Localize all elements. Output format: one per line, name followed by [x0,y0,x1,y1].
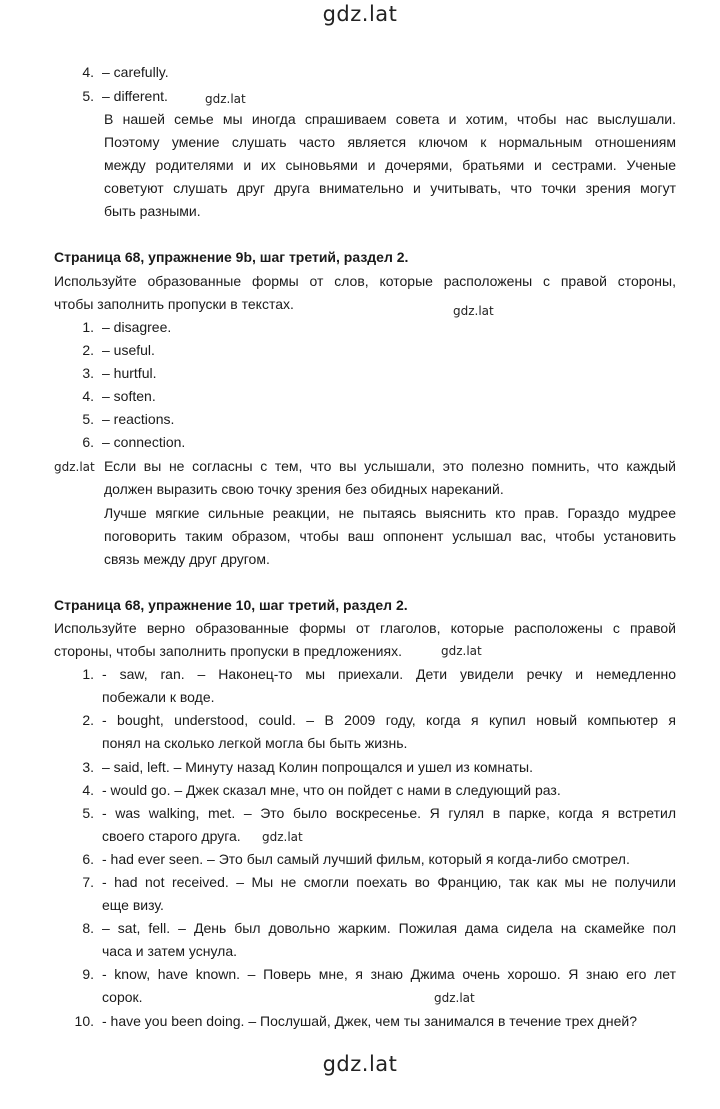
paragraph-line: связь между друг другом. [104,551,270,567]
list-item-text: – sat, fell. – День был довольно жарким. Пожилая дама сидела на скамейке пол [102,920,676,936]
list-item-text: - bought, understood, could. – В 2009 году, когда я купил новый компьютер я [102,712,676,728]
list-item-text: – said, left. – Минуту назад Колин попрощался и ушел из комнаты. [102,759,533,775]
list-item-text: сорок. [102,989,143,1005]
instruction-line: чтобы заполнить пропуски в текстах. [54,296,294,312]
paragraph-line: быть разными. [104,203,201,219]
list-item-text: - had ever seen. – Это был самый лучший фильм, который я когда-либо смотрел. [102,851,630,867]
list-item-text: – disagree. [102,319,172,335]
list-item-text: часа и затем уснула. [102,943,238,959]
watermark-inline: gdz.lat [54,460,95,474]
paragraph-line: между родителями и их сыновьями и дочерями, братьями и сестрами. Ученые [104,157,676,173]
paragraph-line: советуют слушать друг друга внимательно и учитывать, что точки зрения могут [104,180,676,196]
list-item-text: своего старого друга. [102,828,241,844]
instruction-line: стороны, чтобы заполнить пропуски в предложениях. [54,643,402,659]
section-heading: Страница 68, упражнение 9b, шаг третий, раздел 2. [54,249,409,265]
list-item-number: 5. [82,411,94,427]
instruction-line: Используйте образованные формы от слов, которые расположены с правой стороны, [54,273,676,289]
list-item-number: 7. [82,874,94,890]
list-item-number: 3. [82,759,94,775]
list-item-number: 6. [82,434,94,450]
list-item-number: 9. [82,966,94,982]
watermark-inline: gdz.lat [453,304,494,318]
list-item-text: - know, have known. – Поверь мне, я знаю Джима очень хорошо. Я знаю его лет [102,966,676,982]
watermark-inline: gdz.lat [205,92,246,106]
instruction-line: Используйте верно образованные формы от глаголов, которые расположены с правой [54,620,676,636]
list-item-text: – hurtful. [102,365,157,381]
paragraph-line: должен выразить свою точку зрения без обидных нареканий. [104,481,504,497]
watermark-inline: gdz.lat [262,830,303,844]
list-item-number: 10. [74,1013,94,1029]
paragraph-line: В нашей семье мы иногда спрашиваем совета и хотим, чтобы нас выслушали. [104,111,676,127]
paragraph-line: поговорить таким образом, чтобы ваш оппонент услышал вас, чтобы установить [104,528,676,544]
list-item-text: - saw, ran. – Наконец-то мы приехали. Дети увидели речку и немедленно [102,666,676,682]
watermark-top: gdz.lat [322,2,398,26]
list-item-text: – soften. [102,388,156,404]
list-item-text: - had not received. – Мы не смогли поехать во Францию, так как мы не получили [102,874,676,890]
watermark-inline: gdz.lat [441,644,482,658]
list-item-number: 3. [82,365,94,381]
list-item-number: 2. [82,712,94,728]
list-item-text: - would go. – Джек сказал мне, что он пойдет с нами в следующий раз. [102,782,561,798]
list-item-number: 5. [82,805,94,821]
list-item-number: 8. [82,920,94,936]
list-item-text: – different. [102,88,168,104]
list-item-number: 5. [82,88,94,104]
list-item-number: 4. [82,782,94,798]
list-item-text: понял на сколько легкой могла бы быть жизнь. [102,735,408,751]
paragraph-line: Если вы не согласны с тем, что вы услышали, это полезно помнить, что каждый [104,458,676,474]
watermark-inline: gdz.lat [434,991,475,1005]
list-item-number: 4. [82,388,94,404]
list-item-number: 1. [82,666,94,682]
list-item-text: – connection. [102,434,186,450]
section-heading: Страница 68, упражнение 10, шаг третий, раздел 2. [54,597,408,613]
list-item-text: – carefully. [102,64,169,80]
list-item-text: побежали к воде. [102,689,215,705]
paragraph-line: Поэтому умение слушать часто является ключом к нормальным отношениям [104,134,676,150]
list-item-text: - was walking, met. – Это было воскресенье. Я гулял в парке, когда я встретил [102,805,676,821]
list-item-number: 6. [82,851,94,867]
watermark-bottom: gdz.lat [322,1052,398,1076]
list-item-number: 4. [82,64,94,80]
list-item-text: - have you been doing. – Послушай, Джек, чем ты занимался в течение трех дней? [102,1013,638,1029]
list-item-number: 2. [82,342,94,358]
list-item-text: – useful. [102,342,155,358]
paragraph-line: Лучше мягкие сильные реакции, не пытаясь выяснить кто прав. Гораздо мудрее [104,505,676,521]
list-item-text: еще визу. [102,897,164,913]
list-item-number: 1. [82,319,94,335]
list-item-text: – reactions. [102,411,175,427]
